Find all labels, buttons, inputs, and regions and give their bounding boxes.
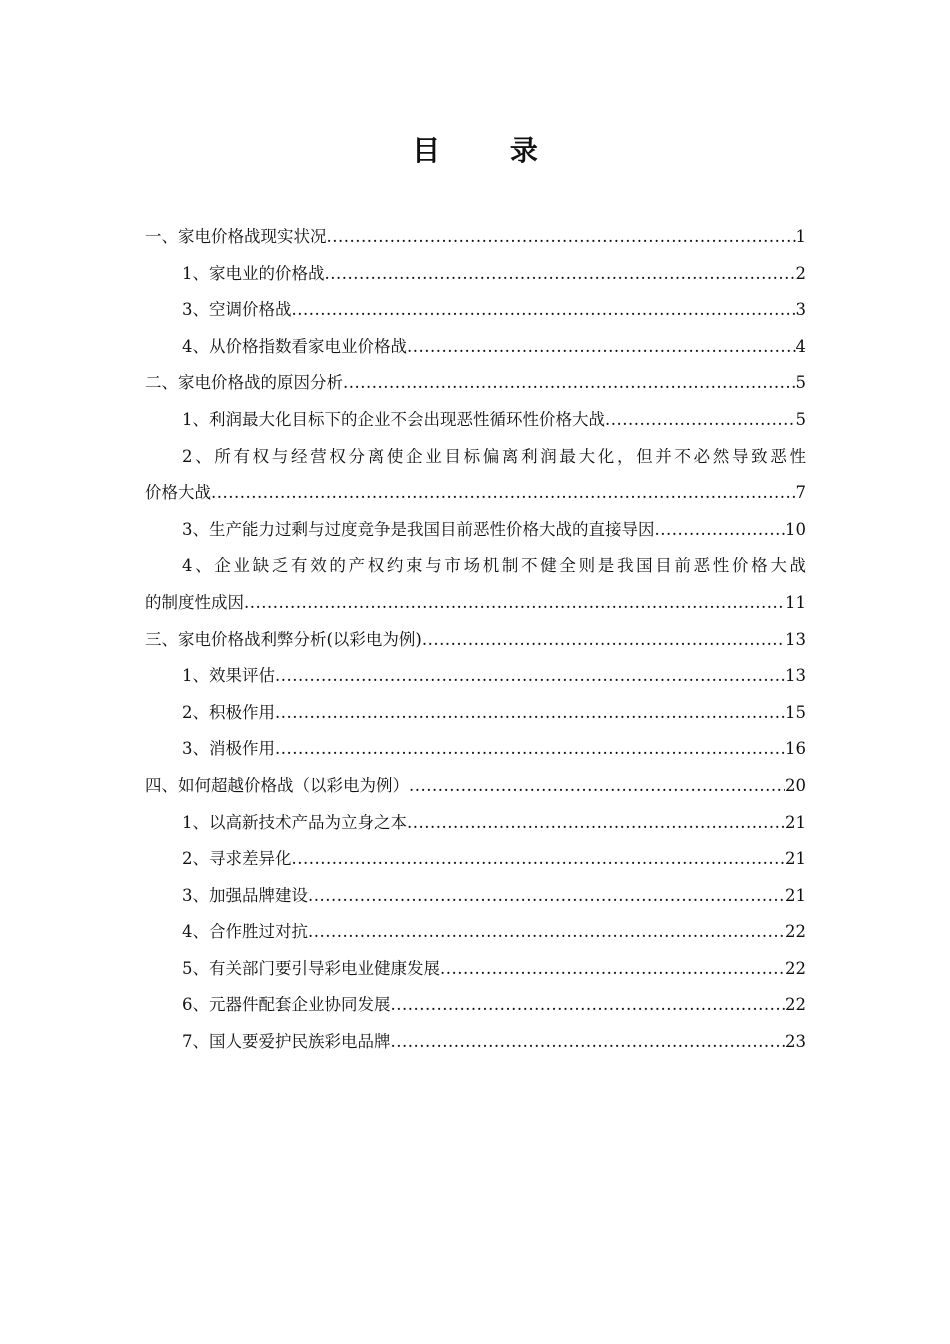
toc-page-number: 21 bbox=[785, 885, 806, 905]
dot-leader bbox=[409, 768, 785, 805]
toc-entry[interactable] bbox=[145, 329, 806, 366]
toc-entry[interactable] bbox=[145, 658, 806, 695]
toc-entry-text: 1、效果评估 bbox=[182, 666, 275, 686]
toc-page-number: 4 bbox=[795, 336, 806, 356]
dot-leader bbox=[422, 622, 785, 659]
toc-entry[interactable] bbox=[145, 402, 806, 439]
toc-entry-text: 一、家电价格战现实状况 bbox=[145, 227, 327, 246]
toc-page-number: 22 bbox=[785, 995, 806, 1015]
dot-leader bbox=[407, 805, 785, 842]
toc-entry[interactable] bbox=[145, 256, 806, 293]
toc-entry-text: 1、以高新技术产品为立身之本 bbox=[182, 812, 407, 832]
toc-entry-wrapped[interactable] bbox=[145, 548, 806, 621]
toc-page-number: 7 bbox=[795, 483, 806, 503]
toc-page-number: 11 bbox=[785, 592, 806, 612]
toc-entry-text: 6、元器件配套企业协同发展 bbox=[182, 995, 391, 1015]
toc-entry[interactable] bbox=[145, 1024, 806, 1061]
toc-entry-text-line1: 4、企业缺乏有效的产权约束与市场机制不健全则是我国目前恶性价格大战 bbox=[182, 556, 806, 576]
dot-leader bbox=[211, 475, 796, 512]
page-title: 目 录 bbox=[412, 134, 568, 167]
dot-leader bbox=[275, 658, 785, 695]
dot-leader bbox=[327, 219, 796, 256]
toc-page-number: 22 bbox=[785, 922, 806, 942]
toc-entry[interactable] bbox=[145, 951, 806, 988]
toc-page-number: 16 bbox=[785, 739, 806, 759]
toc-entry[interactable] bbox=[145, 914, 806, 951]
dot-leader bbox=[655, 512, 786, 549]
toc-page-number: 13 bbox=[785, 629, 806, 649]
toc-entry[interactable] bbox=[145, 878, 806, 915]
toc-page-number: 21 bbox=[785, 812, 806, 832]
toc-page-number: 22 bbox=[785, 958, 806, 978]
dot-leader bbox=[605, 402, 796, 439]
toc-entry-text: 1、利润最大化目标下的企业不会出现恶性循环性价格大战 bbox=[182, 409, 605, 429]
toc-entry-wrapped[interactable] bbox=[145, 439, 806, 512]
toc-entry[interactable] bbox=[145, 987, 806, 1024]
dot-leader bbox=[292, 292, 796, 329]
dot-leader bbox=[440, 951, 785, 988]
dot-leader bbox=[275, 695, 785, 732]
toc-page-number: 3 bbox=[795, 300, 806, 320]
table-of-contents bbox=[145, 219, 806, 1061]
toc-entry-text-line1: 2、所有权与经营权分离使企业目标偏离利润最大化，但并不必然导致恶性 bbox=[182, 446, 806, 466]
toc-entry[interactable] bbox=[145, 622, 806, 659]
toc-entry-text: 3、生产能力过剩与过度竞争是我国目前恶性价格大战的直接导因 bbox=[182, 519, 655, 539]
toc-entry[interactable] bbox=[145, 695, 806, 732]
dot-leader bbox=[391, 987, 786, 1024]
toc-entry[interactable] bbox=[145, 731, 806, 768]
toc-entry-text: 5、有关部门要引导彩电业健康发展 bbox=[182, 958, 440, 978]
toc-entry-text: 二、家电价格战的原因分析 bbox=[145, 373, 343, 393]
toc-entry-text: 1、家电业的价格战 bbox=[182, 263, 325, 283]
toc-entry-text: 3、消极作用 bbox=[182, 739, 275, 759]
toc-page-number: 21 bbox=[785, 849, 806, 869]
toc-page-number: 20 bbox=[785, 775, 806, 795]
dot-leader bbox=[391, 1024, 786, 1061]
toc-page-number: 23 bbox=[785, 1032, 806, 1052]
toc-entry[interactable] bbox=[145, 292, 806, 329]
dot-leader bbox=[407, 329, 796, 366]
toc-page-number: 10 bbox=[785, 519, 806, 539]
toc-entry-text: 四、如何超越价格战（以彩电为例） bbox=[145, 775, 409, 795]
toc-entry-text: 4、从价格指数看家电业价格战 bbox=[182, 336, 407, 356]
toc-page-number: 13 bbox=[785, 666, 806, 686]
toc-entry[interactable] bbox=[145, 768, 806, 805]
toc-entry-text: 3、空调价格战 bbox=[182, 300, 292, 320]
toc-page-number: 5 bbox=[795, 373, 806, 393]
toc-entry-text: 3、加强品牌建设 bbox=[182, 885, 308, 905]
toc-entry-text-line2: 的制度性成因 bbox=[145, 592, 244, 612]
dot-leader bbox=[244, 585, 785, 622]
toc-page-number: 5 bbox=[795, 409, 806, 429]
toc-page-number: 2 bbox=[795, 263, 806, 283]
toc-entry[interactable] bbox=[145, 841, 806, 878]
dot-leader bbox=[325, 256, 796, 293]
toc-entry-text: 三、家电价格战利弊分析(以彩电为例) bbox=[145, 629, 422, 649]
toc-entry[interactable] bbox=[145, 219, 806, 256]
toc-page-number: 1 bbox=[795, 227, 806, 246]
dot-leader bbox=[343, 365, 796, 402]
toc-entry-text: 7、国人要爱护民族彩电品牌 bbox=[182, 1032, 391, 1052]
dot-leader bbox=[308, 914, 785, 951]
dot-leader bbox=[275, 731, 785, 768]
toc-entry-text: 4、合作胜过对抗 bbox=[182, 922, 308, 942]
toc-page-number: 15 bbox=[785, 702, 806, 722]
toc-entry[interactable] bbox=[145, 512, 806, 549]
dot-leader bbox=[292, 841, 786, 878]
toc-entry[interactable] bbox=[145, 805, 806, 842]
toc-entry-text: 2、寻求差异化 bbox=[182, 849, 292, 869]
toc-entry-text: 2、积极作用 bbox=[182, 702, 275, 722]
toc-entry-text-line2: 价格大战 bbox=[145, 483, 211, 503]
toc-entry[interactable] bbox=[145, 365, 806, 402]
dot-leader bbox=[308, 878, 785, 915]
